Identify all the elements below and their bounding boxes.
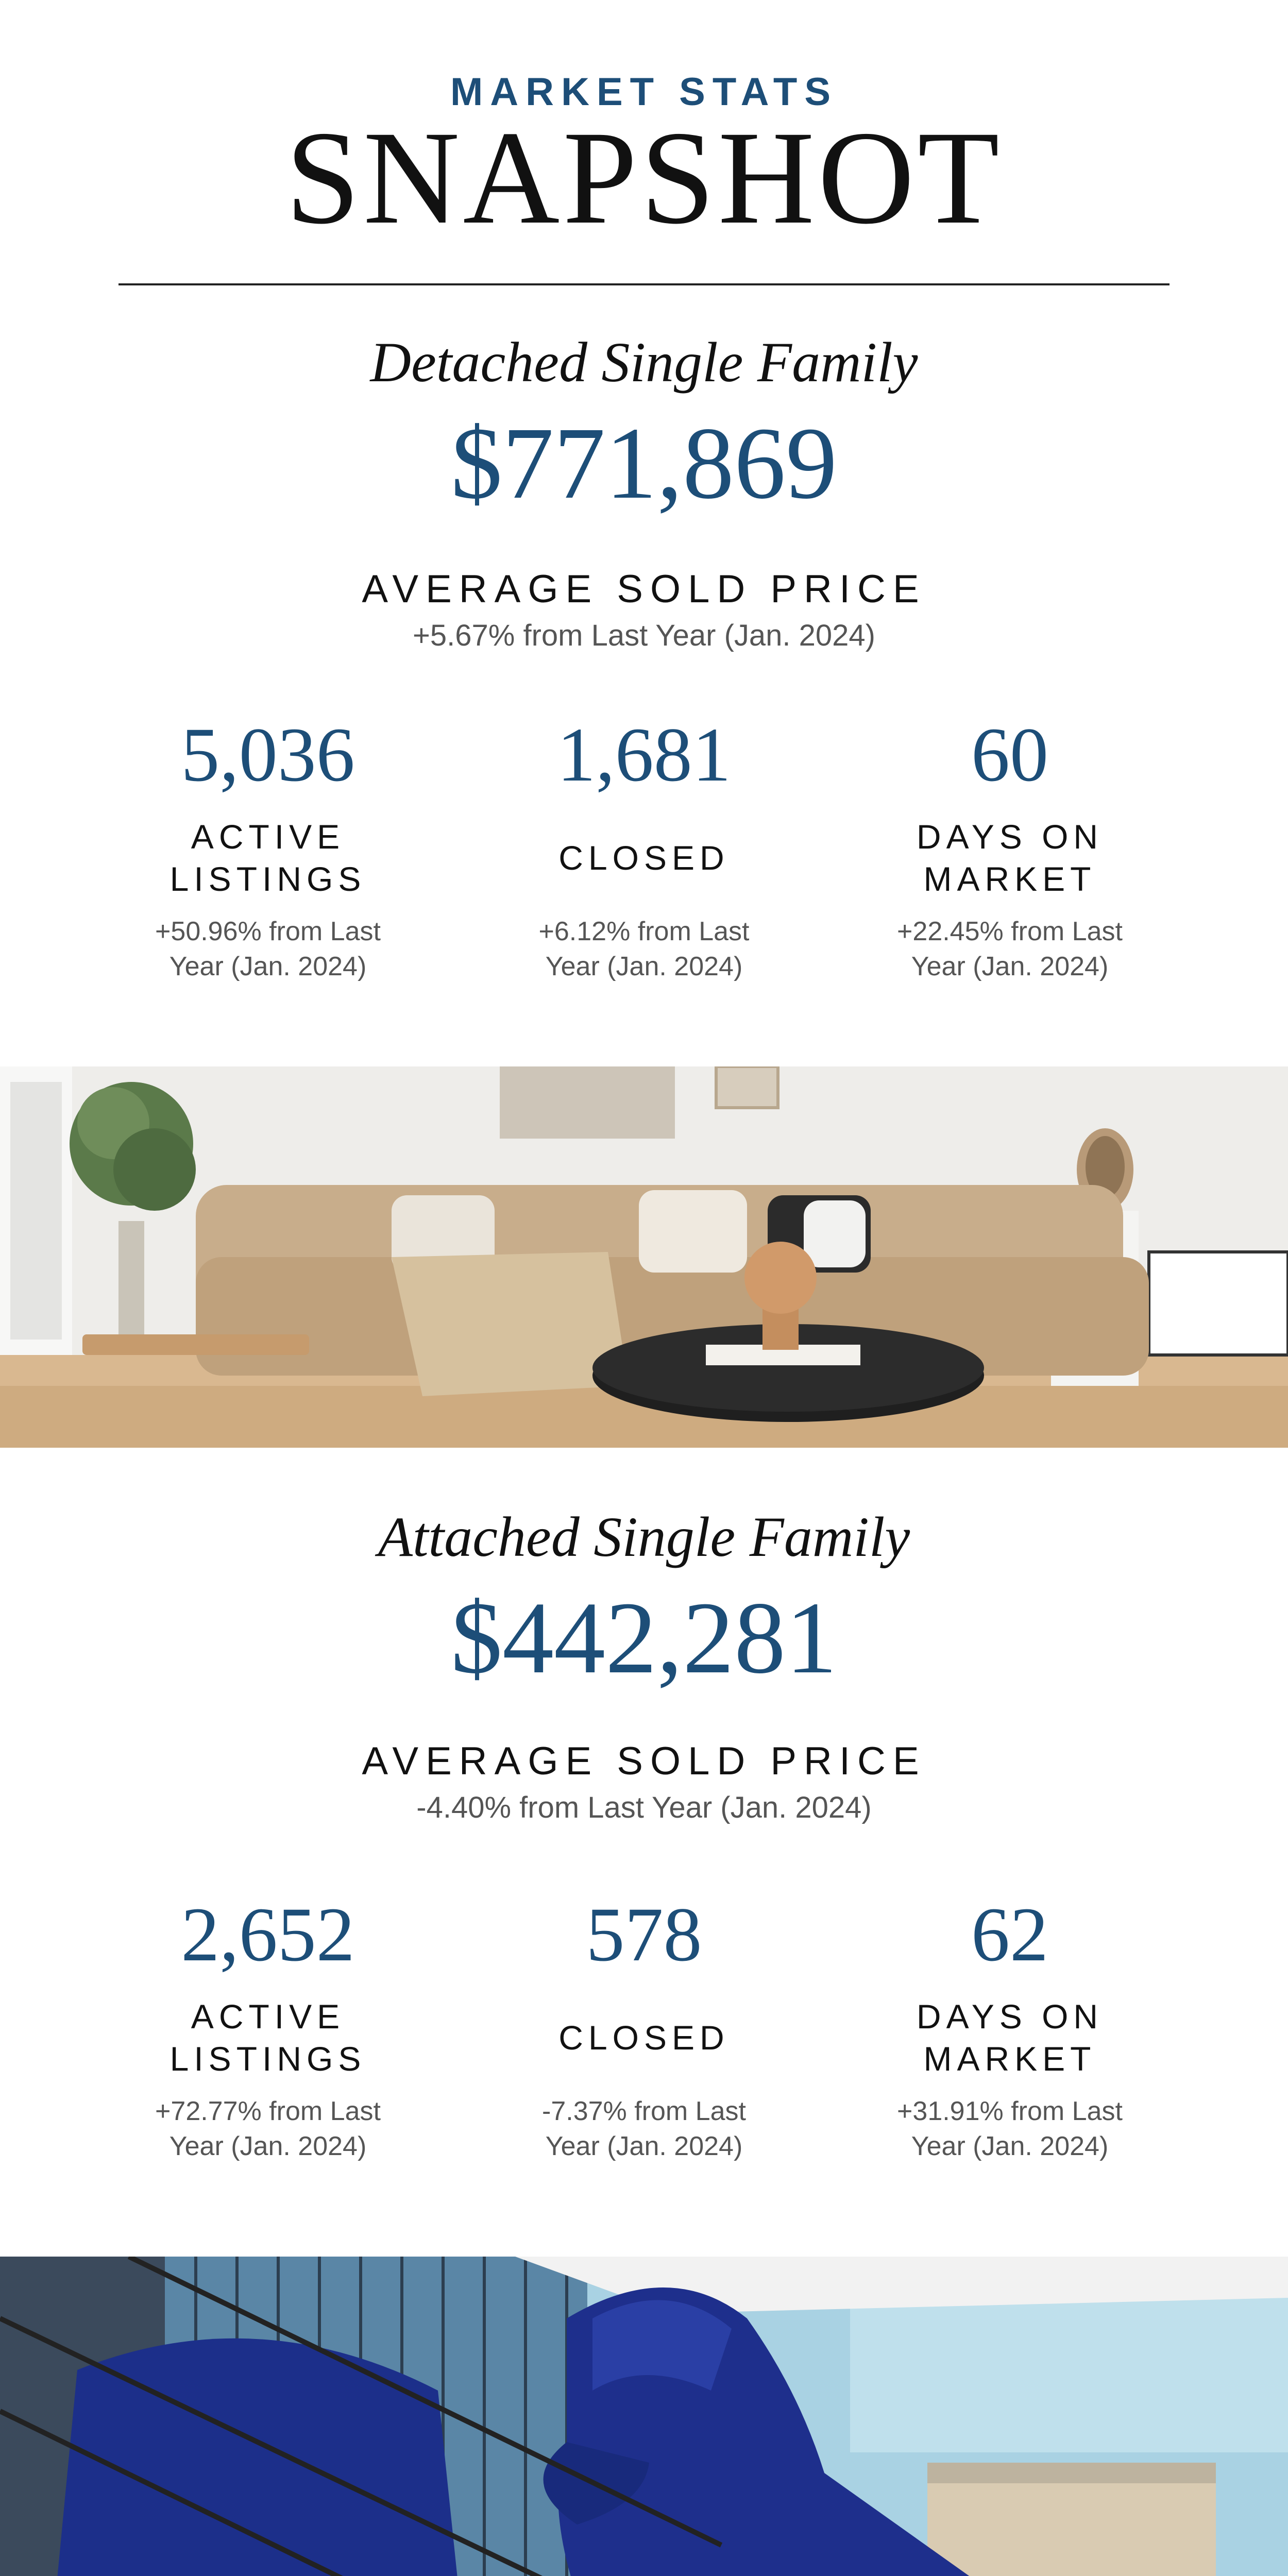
stat-label: CLOSED xyxy=(558,2018,730,2057)
detached-avg-label: AVERAGE SOLD PRICE xyxy=(362,567,926,611)
header-divider xyxy=(118,283,1170,285)
stat-change: +6.12% from Last Year (Jan. 2024) xyxy=(538,917,750,981)
stat-label: ACTIVE LISTINGS xyxy=(170,817,366,898)
stat-value: 1,681 xyxy=(557,712,731,798)
stat-change: -7.37% from Last Year (Jan. 2024) xyxy=(542,2096,746,2161)
detached-stat-days xyxy=(829,712,1190,984)
stat-change: +22.45% from Last Year (Jan. 2024) xyxy=(897,917,1123,981)
detached-stat-closed xyxy=(464,712,824,984)
stat-change: +72.77% from Last Year (Jan. 2024) xyxy=(155,2096,381,2161)
stat-value: 60 xyxy=(971,712,1048,798)
detached-stat-active xyxy=(88,712,448,984)
stat-label: CLOSED xyxy=(558,838,730,877)
header-title: SNAPSHOT xyxy=(285,104,1003,252)
header-kicker: MARKET STATS xyxy=(450,70,838,114)
stat-label: ACTIVE LISTINGS xyxy=(170,1997,366,2078)
stat-label: DAYS ON MARKET xyxy=(916,817,1104,898)
attached-stat-active xyxy=(88,1892,448,2164)
stat-value: 578 xyxy=(586,1892,702,1977)
stat-value: 2,652 xyxy=(181,1892,355,1977)
detached-avg-price: $771,869 xyxy=(451,406,837,520)
detached-heading: Detached Single Family xyxy=(370,331,918,394)
stat-value: 5,036 xyxy=(181,712,355,798)
attached-stat-days xyxy=(829,1892,1190,2164)
detached-avg-change: +5.67% from Last Year (Jan. 2024) xyxy=(413,619,875,652)
attached-avg-change: -4.40% from Last Year (Jan. 2024) xyxy=(416,1791,872,1824)
stat-value: 62 xyxy=(971,1892,1048,1977)
attached-heading: Attached Single Family xyxy=(378,1505,910,1568)
attached-avg-label: AVERAGE SOLD PRICE xyxy=(362,1739,926,1783)
blue-bear-photo xyxy=(0,2257,1288,2576)
stat-label: DAYS ON MARKET xyxy=(916,1997,1104,2078)
living-room-photo xyxy=(0,1066,1288,1448)
attached-stat-closed xyxy=(464,1892,824,2164)
stat-change: +50.96% from Last Year (Jan. 2024) xyxy=(155,917,381,981)
stat-change: +31.91% from Last Year (Jan. 2024) xyxy=(897,2096,1123,2161)
attached-avg-price: $442,281 xyxy=(451,1581,837,1695)
